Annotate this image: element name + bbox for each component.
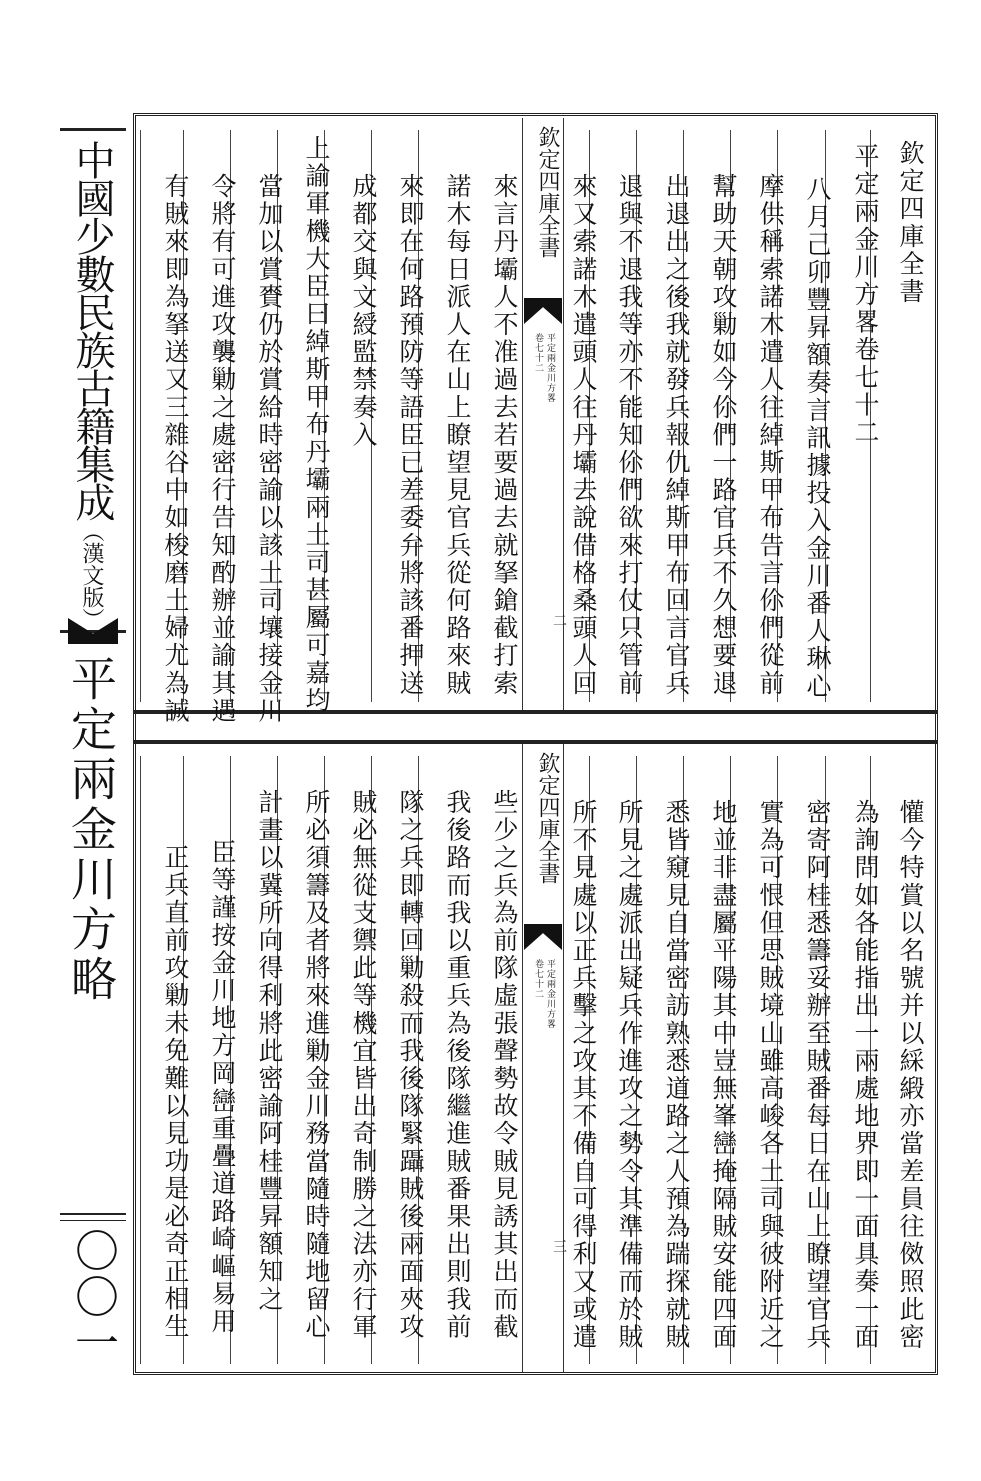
text-column: 當加以賞賚仍於賞給時密諭以該土司壤接金川 (255, 173, 284, 725)
text-column: 來言丹壩人不准過去若要過去就拏鎗截打索 (490, 173, 519, 698)
fold-leaf-number: 二 (551, 613, 567, 630)
text-column: 所必須籌及者將來進勦金川務當隨時隨地留心 (302, 789, 331, 1341)
text-column: 欽定四庫全書 (896, 140, 925, 306)
column-rule (140, 130, 141, 702)
sidebar-divider (60, 1213, 126, 1215)
sidebar (60, 110, 126, 1380)
text-column: 成都交與文綬監禁奏入 (349, 173, 378, 449)
text-column: 所不見處以正兵擊之攻其不備自可得利又或遣 (569, 799, 598, 1351)
text-column: 諾木每日派人在山上瞭望見官兵從何路來賊 (443, 173, 472, 698)
text-column: 賊必無從支禦此等機宜皆出奇制勝之法亦行軍 (349, 789, 378, 1341)
text-column: 我後路而我以重兵為後隊繼進賊番果出則我前 (443, 789, 472, 1341)
text-column: 八月己卯豐昇額奏言訊據投入金川番人琳心 (803, 176, 832, 701)
text-column: 為詢問如各能指出一兩處地界即一面具奏一面 (851, 799, 880, 1351)
fold-library-title: 欽定四庫全書 (535, 126, 560, 258)
text-column: 正兵直前攻勦未免難以見功是必奇正相生 (161, 844, 190, 1341)
text-column: 平定兩金川方畧卷七十二 (851, 143, 880, 447)
text-column: 出退出之後我就發兵報仇綽斯甲布回言官兵 (662, 173, 691, 698)
text-column: 上諭軍機大臣曰綽斯甲布丹壩兩土司甚屬可嘉均 (302, 135, 331, 715)
book-title: 平定兩金川方略 (64, 655, 118, 1005)
text-column: 些少之兵為前隊虛張聲勢故令賊見誘其出而截 (490, 789, 519, 1341)
text-column: 計畫以冀所向得利將此密諭阿桂豐昇額知之 (255, 789, 284, 1314)
text-column: 實為可恨但思賊境山雖高峻各土司與彼附近之 (756, 799, 785, 1351)
text-column: 地並非盡屬平陽其中豈無峯巒掩隔賊安能四面 (709, 799, 738, 1351)
text-column: 令將有可進攻襲勦之處密行告知酌辦並諭其遇 (208, 173, 237, 725)
text-column: 來即在何路預防等語臣已差委弁將該番押送 (396, 173, 425, 698)
sidebar-divider (60, 128, 126, 131)
fold-book-title: 平定兩金川方畧 (545, 959, 555, 1029)
text-column: 所見之處派出疑兵作進攻之勢令其準備而於賊 (615, 799, 644, 1351)
text-column: 臣等謹按金川地方岡巒重疊道路崎嶇易用 (208, 839, 237, 1336)
text-column: 有賊來即為拏送又三雜谷中如梭磨土婦尤為誠 (161, 173, 190, 725)
fold-book-title: 平定兩金川方畧 (545, 333, 555, 403)
text-column: 摩供稱索諾木遣人往綽斯甲布告言伱們從前 (756, 173, 785, 698)
fold-volume: 卷七十二 (533, 333, 543, 373)
page-number: 〇〇一 (67, 1228, 118, 1366)
text-column: 退與不退我等亦不能知伱們欲來打仗只管前 (615, 173, 644, 698)
text-column: 隊之兵即轉回勦殺而我後隊緊躡賊後兩面夾攻 (396, 789, 425, 1341)
sidebar-divider (60, 1220, 126, 1221)
edition-label: （漢文版） (79, 520, 104, 630)
text-column: 密寄阿桂悉籌妥辦至賊番每日在山上瞭望官兵 (803, 799, 832, 1351)
text-column: 來又索諾木遣頭人往丹壩去說借格桑頭人回 (569, 173, 598, 698)
fold-leaf-number: 三 (551, 1239, 567, 1256)
text-column: 幫助天朝攻勦如今伱們一路官兵不久想要退 (709, 173, 738, 698)
fold-library-title: 欽定四庫全書 (535, 752, 560, 884)
series-title: 中國少數民族古籍集成 (69, 140, 115, 520)
text-column: 懽今特賞以名號并以綵緞亦當差員往傚照此密 (896, 799, 925, 1351)
column-rule (140, 756, 141, 1364)
text-column: 悉皆窺見自當密訪熟悉道路之人預為踹探就賊 (662, 799, 691, 1351)
fold-volume: 卷七十二 (533, 959, 543, 999)
